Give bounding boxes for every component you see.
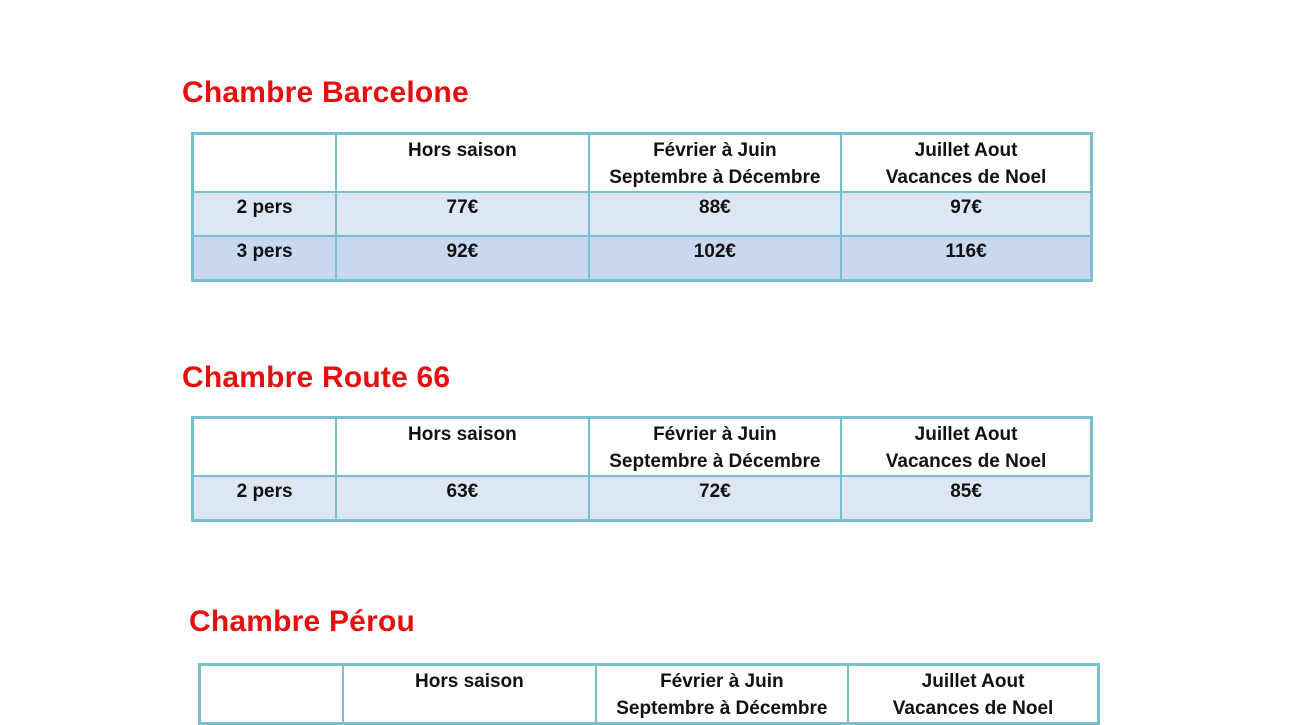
table-header-row: [193, 418, 1092, 477]
price-cell: 77€: [336, 192, 588, 236]
price-cell: 116€: [841, 236, 1091, 281]
header-hors-saison: Hors saison: [336, 134, 588, 193]
price-cell: 97€: [841, 192, 1091, 236]
header-hors-saison: Hors saison: [336, 418, 588, 477]
header-juillet-noel: Juillet Aout Vacances de Noel: [841, 418, 1091, 477]
table-header-row: [200, 665, 1099, 724]
row-label: 3 pers: [193, 236, 337, 281]
header-empty-cell: [193, 134, 337, 193]
price-cell: 63€: [336, 476, 588, 521]
price-cell: 88€: [589, 192, 841, 236]
header-juillet-noel: Juillet Aout Vacances de Noel: [848, 665, 1098, 724]
rates-table-barcelone: [191, 132, 1093, 282]
table-header-row: [193, 134, 1092, 193]
header-hors-saison: Hors saison: [343, 665, 595, 724]
header-fevrier-decembre: Février à Juin Septembre à Décembre: [589, 134, 841, 193]
rates-table-route-66: [191, 416, 1093, 522]
header-fevrier-decembre: Février à Juin Septembre à Décembre: [596, 665, 848, 724]
price-cell: 92€: [336, 236, 588, 281]
table-row: [193, 192, 1092, 236]
section-title-barcelone: Chambre Barcelone: [182, 76, 469, 109]
price-cell: 85€: [841, 476, 1091, 521]
row-label: 2 pers: [193, 192, 337, 236]
table-row: [193, 476, 1092, 521]
section-title-perou: Chambre Pérou: [189, 605, 415, 638]
rates-table-perou: [198, 663, 1100, 725]
price-cell: 72€: [589, 476, 841, 521]
header-fevrier-decembre: Février à Juin Septembre à Décembre: [589, 418, 841, 477]
row-label: 2 pers: [193, 476, 337, 521]
section-title-route-66: Chambre Route 66: [182, 361, 451, 394]
header-empty-cell: [193, 418, 337, 477]
header-juillet-noel: Juillet Aout Vacances de Noel: [841, 134, 1091, 193]
price-cell: 102€: [589, 236, 841, 281]
header-empty-cell: [200, 665, 344, 724]
table-row: [193, 236, 1092, 281]
